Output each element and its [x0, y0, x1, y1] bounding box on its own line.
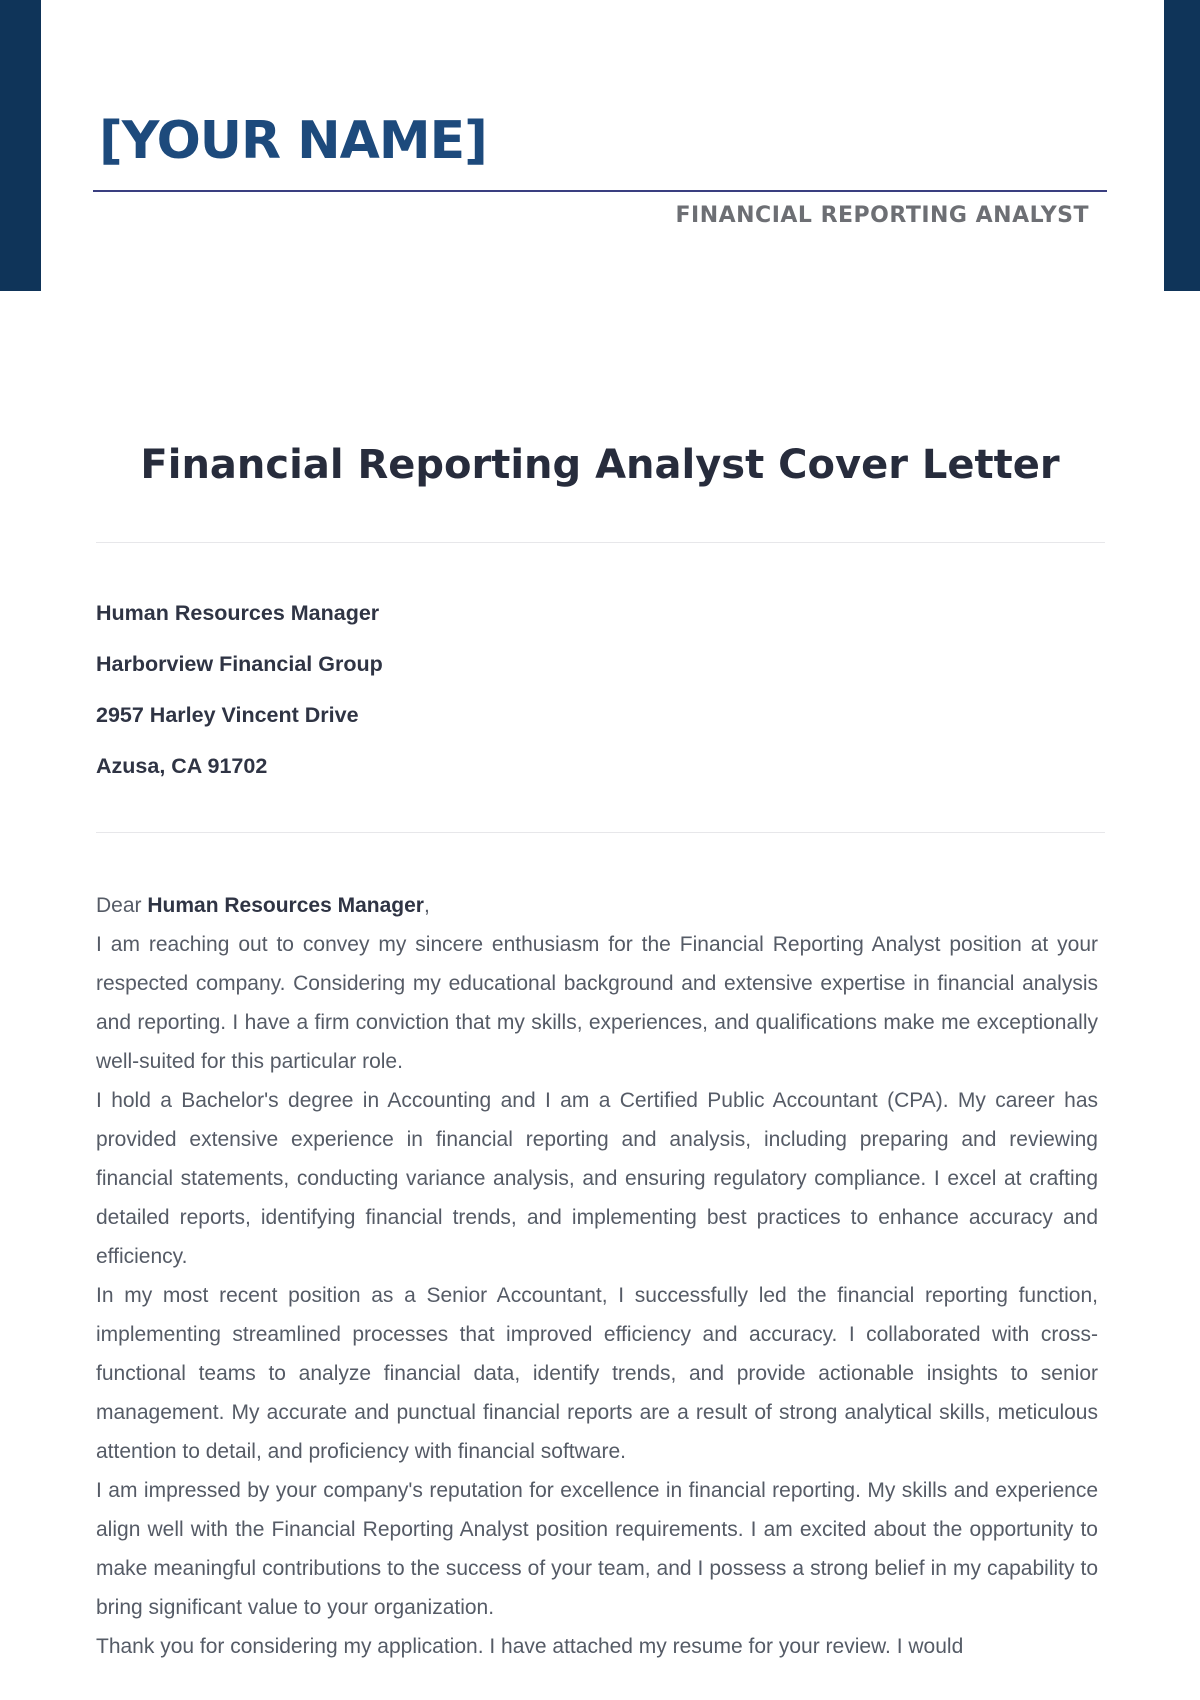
- recipient-title: Human Resources Manager: [96, 601, 380, 625]
- recipient-address-block: [96, 598, 383, 802]
- applicant-name: [YOUR NAME]: [99, 111, 487, 171]
- letter-paragraph: I am reaching out to convey my sincere enthusiasm for the Financial Reporting Analyst position at your respected company. Considering my educational background and extensive expertise in financial analysis and reporting. I have a firm conviction that my skills, experiences, and qualifications make me exceptionally well-suited for this particular role.: [96, 933, 1098, 1073]
- recipient-company: Harborview Financial Group: [96, 652, 383, 676]
- left-accent-bar: [0, 0, 41, 291]
- applicant-role: FINANCIAL REPORTING ANALYST: [675, 203, 1089, 228]
- section-divider-bottom: [96, 832, 1105, 833]
- salutation-punctuation: ,: [423, 894, 430, 917]
- header-divider: [93, 190, 1107, 192]
- salutation-addressee: Human Resources Manager: [147, 894, 424, 917]
- letter-paragraph: Thank you for considering my application. I have attached my resume for your review. I would: [96, 1635, 964, 1658]
- document-title: Financial Reporting Analyst Cover Letter: [140, 442, 1060, 488]
- letter-body: [96, 886, 1098, 1666]
- recipient-street: 2957 Harley Vincent Drive: [96, 703, 359, 727]
- letter-paragraph: I hold a Bachelor's degree in Accounting and I am a Certified Public Accountant (CPA). My career has provided extensive experience in financial reporting and analysis, including preparing and reviewing financial statements, conducting variance analysis, and ensuring regulatory compliance. I excel at crafting detailed reports, identifying financial trends, and implementing best practices to enhance accuracy and efficiency.: [96, 1089, 1098, 1268]
- recipient-city: Azusa, CA 91702: [96, 754, 268, 778]
- letter-paragraph: In my most recent position as a Senior Accountant, I successfully led the financial reporting function, implementing streamlined processes that improved efficiency and accuracy. I collaborated with cross-functional teams to analyze financial data, identify trends, and provide actionable insights to senior management. My accurate and punctual financial reports are a result of strong analytical skills, meticulous attention to detail, and proficiency with financial software.: [96, 1284, 1098, 1463]
- salutation-greeting: Dear: [96, 894, 142, 917]
- salutation: [96, 886, 1098, 925]
- section-divider-top: [96, 542, 1105, 543]
- letter-paragraph: I am impressed by your company's reputation for excellence in financial reporting. My skills and experience align well with the Financial Reporting Analyst position requirements. I am excited about the opportunity to make meaningful contributions to the success of your team, and I possess a strong belief in my capability to bring significant value to your organization.: [96, 1479, 1098, 1619]
- right-accent-bar: [1164, 0, 1200, 291]
